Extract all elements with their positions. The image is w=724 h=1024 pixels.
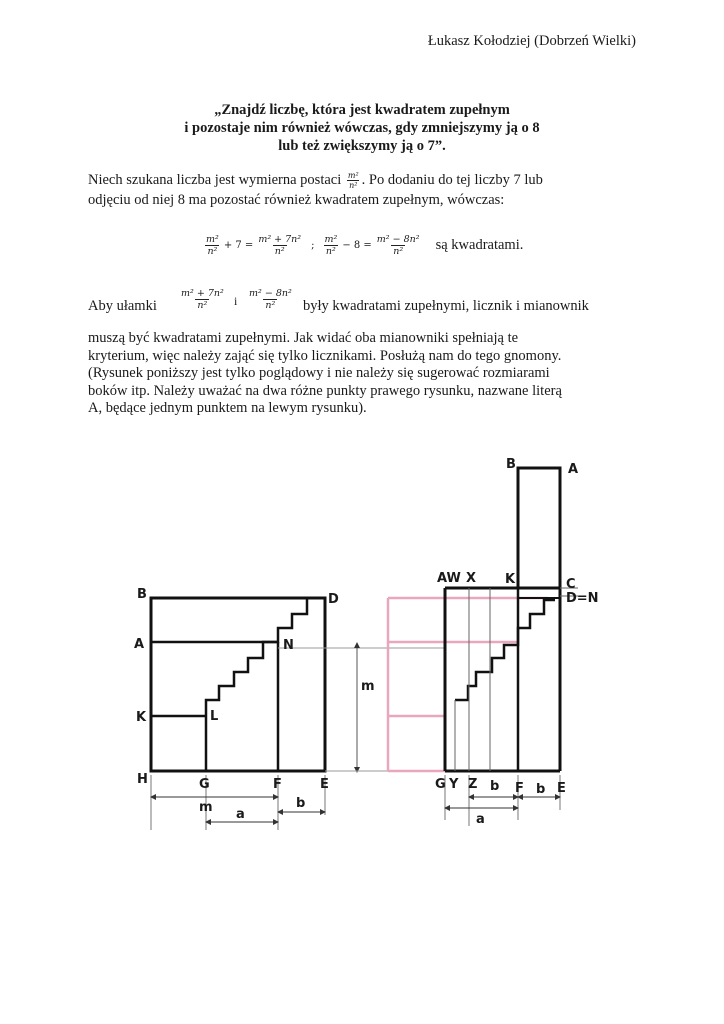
p2-f2-num: m² − 8n²: [249, 288, 292, 299]
label-mid-m: m: [361, 679, 375, 694]
explanation-line-2: kryterium, więc należy zająć się tylko licznikami. Posłużą nam do tego gnomony.: [88, 347, 562, 364]
intro-fraction-num: m²: [347, 171, 359, 181]
label-left-A: A: [134, 637, 145, 652]
label-left-L: L: [210, 709, 219, 724]
label-right-G: G: [435, 777, 446, 792]
label-right-b2: b: [536, 782, 546, 797]
left-outer-square: [151, 598, 325, 771]
eq-f2-den: n²: [274, 246, 285, 257]
label-right-F: F: [515, 781, 524, 796]
eq-f3-den: n²: [325, 246, 336, 257]
label-left-F: F: [273, 777, 282, 792]
label-left-H: H: [137, 772, 148, 787]
explanation-line-1: muszą być kwadratami zupełnymi. Jak widać oba mianowniki spełniają te: [88, 330, 519, 346]
intro-text-after: . Po dodaniu do tej liczby 7 lub: [361, 172, 543, 188]
label-left-K: K: [136, 710, 147, 725]
label-right-C: C: [566, 577, 576, 592]
label-left-E: E: [320, 777, 329, 792]
eq-minus: − 8 =: [342, 240, 372, 251]
left-labels: [134, 587, 339, 822]
intro-text-before: Niech szukana liczba jest wymierna postaci: [88, 172, 342, 188]
label-right-AW: AW: [437, 571, 461, 586]
label-right-X: X: [466, 571, 477, 586]
label-right-DN: D=N: [566, 591, 599, 606]
p2-conjunction: i: [234, 294, 238, 308]
right-top-rect: [518, 468, 560, 588]
label-right-b1: b: [490, 779, 500, 794]
right-staircase: [455, 600, 555, 700]
label-right-Y: Y: [449, 777, 459, 792]
label-right-Z: Z: [468, 777, 478, 792]
eq-f1-num: m²: [206, 234, 219, 245]
eq-f4-num: m² − 8n²: [376, 234, 420, 245]
pink-guides: [388, 598, 548, 771]
intro-text-line2: odjęciu od niej 8 ma pozostać również kwadratem zupełnym, wówczas:: [88, 192, 505, 209]
label-right-a: a: [476, 812, 485, 827]
label-left-B: B: [137, 587, 147, 602]
label-left-b: b: [296, 796, 306, 811]
p2-f1-num: m² + 7n²: [181, 288, 224, 299]
explanation-line-5: A, będące jednym punktem na lewym rysunku).: [88, 400, 367, 416]
eq-tail-text: są kwadratami.: [435, 237, 524, 253]
label-left-a: a: [236, 807, 245, 822]
eq-f2-num: m² + 7n²: [258, 234, 302, 245]
eq-f4-den: n²: [393, 246, 404, 257]
label-right-K: K: [505, 572, 516, 587]
title-line-3: lub też zwiększymy ją o 7”.: [278, 138, 446, 154]
author-line: Łukasz Kołodziej (Dobrzeń Wielki): [427, 33, 636, 49]
p2-text-before: Aby ułamki: [88, 298, 157, 314]
label-left-N: N: [283, 638, 294, 653]
intro-fraction-den: n²: [349, 181, 358, 191]
label-right-E: E: [557, 781, 566, 796]
label-right-A: A: [568, 462, 579, 477]
eq-f3-num: m²: [324, 234, 338, 245]
label-right-B: B: [506, 457, 516, 472]
middle-guides: [325, 598, 548, 771]
left-staircase: [206, 598, 325, 716]
p2-text-after: były kwadratami zupełnymi, licznik i mianownik: [303, 298, 589, 314]
explanation-line-3: (Rysunek poniższy jest tylko poglądowy i nie należy się sugerować rozmiarami: [88, 365, 550, 381]
p2-f1-den: n²: [197, 300, 208, 311]
right-figure: [445, 468, 578, 826]
explanation-line-4: boków itp. Należy uważać na dwa różne punkty prawego rysunku, nazwane literą: [88, 382, 562, 399]
title-line-2: i pozostaje nim również wówczas, gdy zmniejszymy ją o 8: [184, 120, 540, 136]
eq-f1-den: n²: [207, 246, 218, 257]
label-left-D: D: [328, 592, 339, 607]
eq-plus: + 7 =: [223, 240, 254, 251]
label-left-m: m: [199, 800, 213, 815]
eq-separator: ;: [311, 240, 315, 251]
p2-f2-den: n²: [265, 300, 276, 311]
label-left-G: G: [199, 777, 210, 792]
title-line-1: „Znajdź liczbę, która jest kwadratem zupełnym: [214, 102, 510, 118]
